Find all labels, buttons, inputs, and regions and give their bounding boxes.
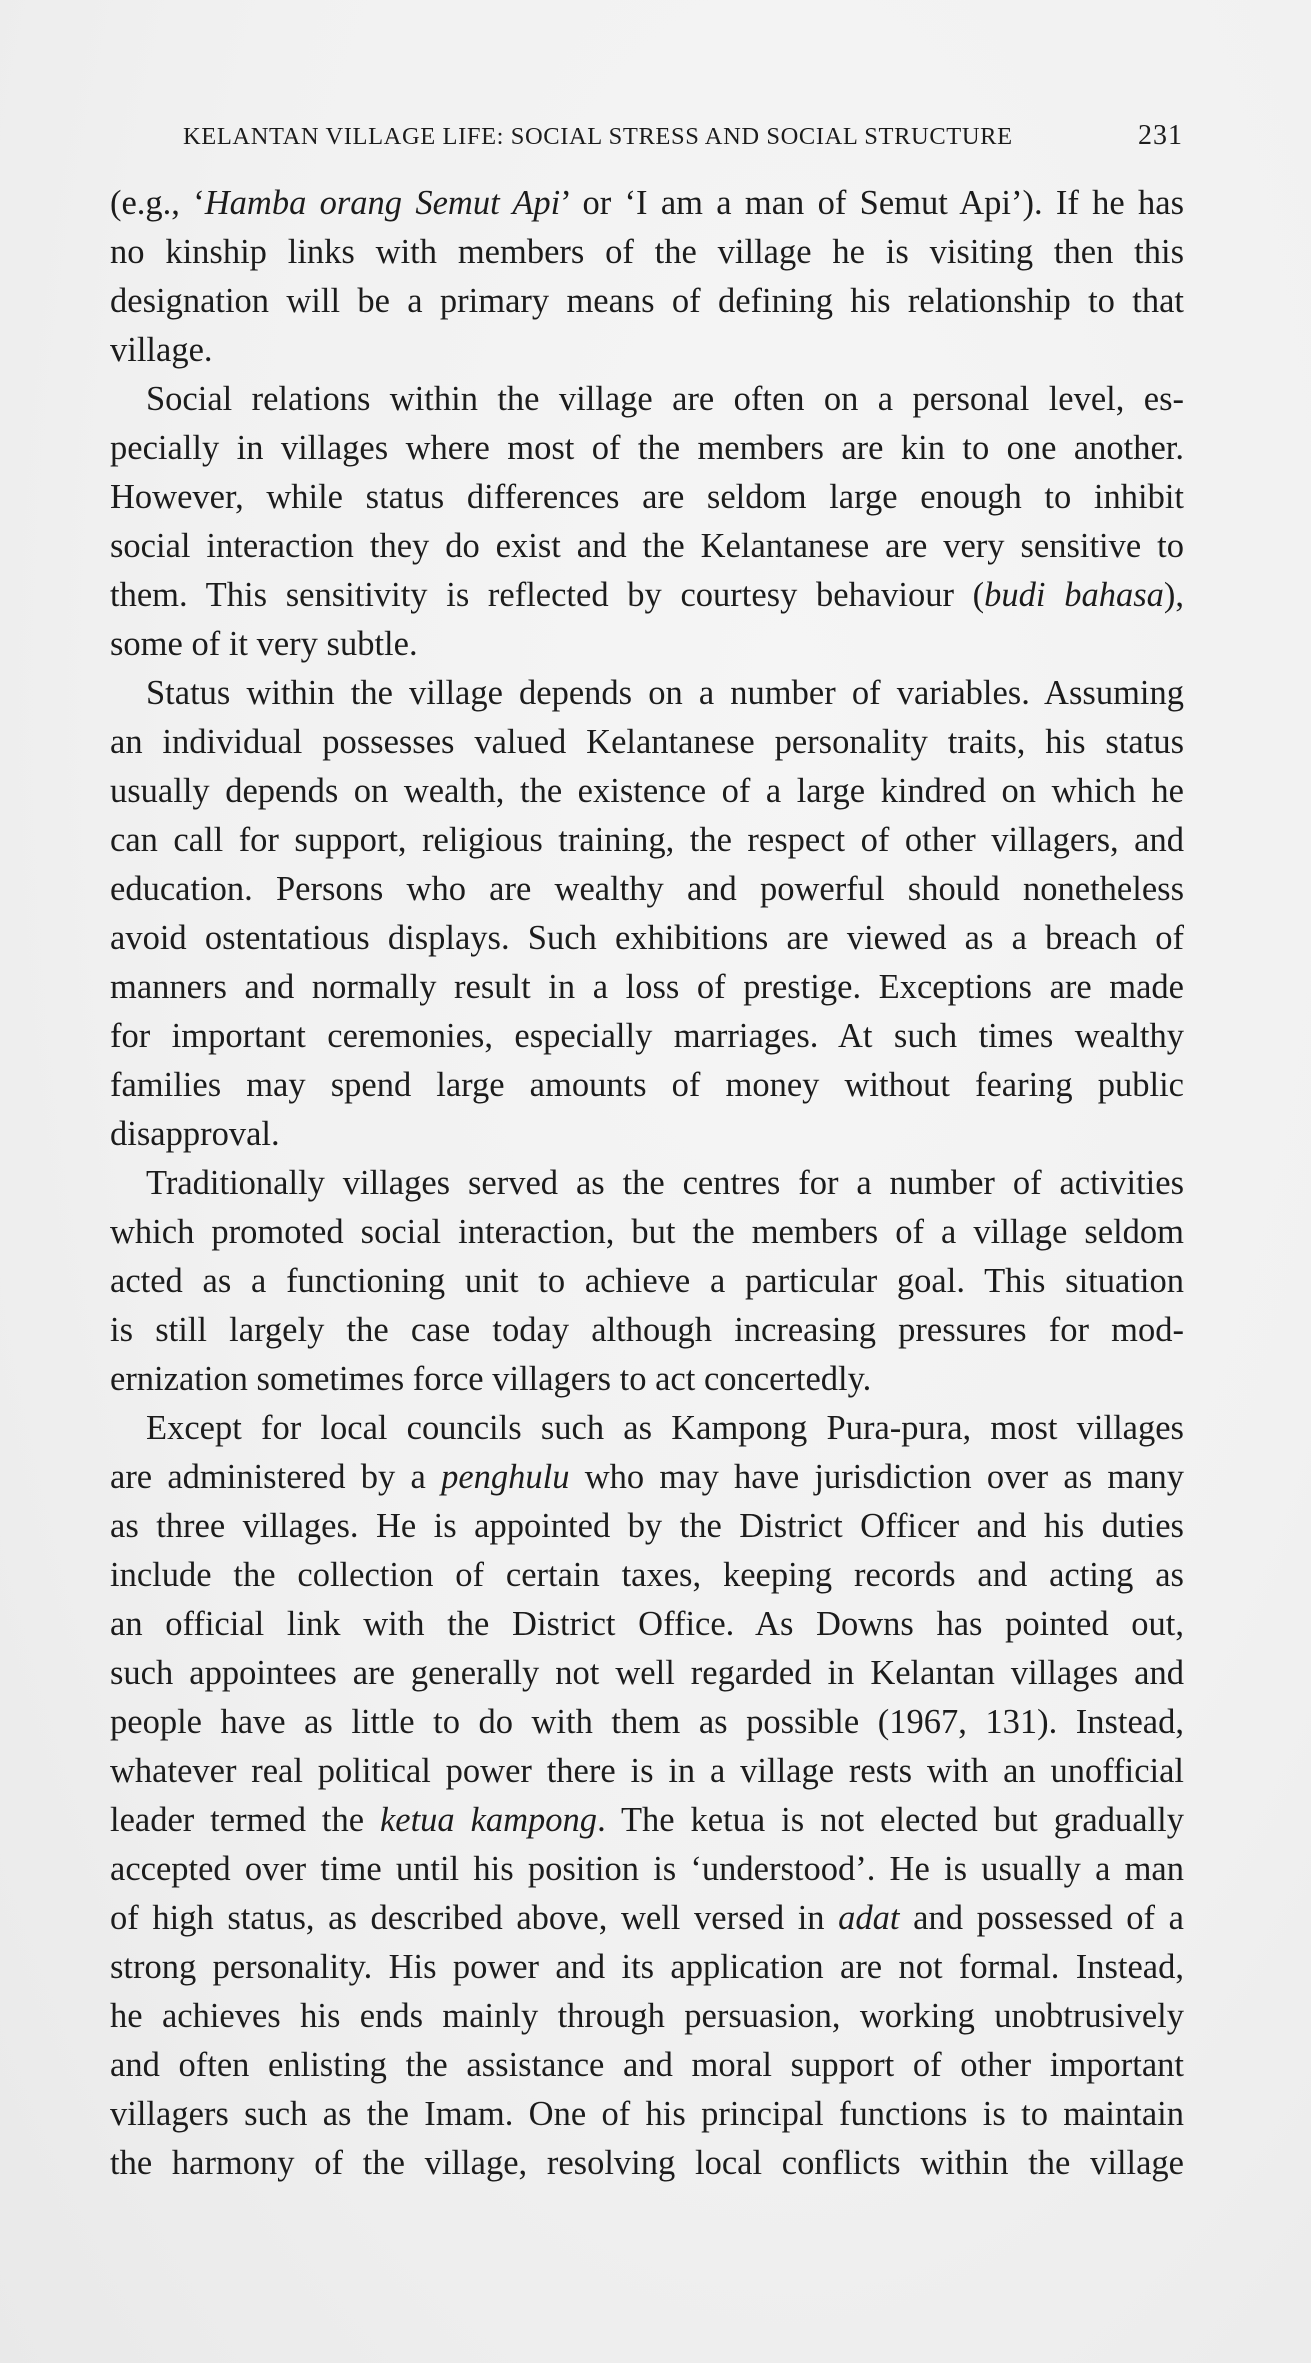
text-line <box>110 1114 1184 1163</box>
text-line <box>110 1408 1184 1457</box>
text-line <box>110 2094 1184 2143</box>
text-line <box>110 1016 1184 1065</box>
text-run: Except for local councils such as Kampong Pura-pura, most villages <box>146 1409 1184 1447</box>
text-run: ’ or ‘I am a man of Semut Api’). If he has <box>560 184 1185 222</box>
text-line <box>110 1947 1184 1996</box>
text-run: for important ceremonies, especially marriages. At such times wealthy <box>110 1017 1184 1055</box>
text-run: disapproval. <box>110 1115 280 1153</box>
text-line <box>110 1310 1184 1359</box>
paragraph <box>110 1163 1184 1408</box>
text-line <box>110 1751 1184 1800</box>
text-run: accepted over time until his position is ‘understood’. He is usually a man <box>110 1850 1184 1888</box>
text-line <box>110 1506 1184 1555</box>
text-run: such appointees are generally not well regarded in Kelantan villages and <box>110 1654 1184 1692</box>
body-text <box>110 183 1184 2192</box>
italic-term: Hamba orang Semut Api <box>204 184 561 222</box>
text-line <box>110 526 1184 575</box>
paragraph <box>110 1408 1184 2192</box>
text-run: acted as a functioning unit to achieve a particular goal. This situation <box>110 1262 1184 1300</box>
text-run: can call for support, religious training, the respect of other villagers, and <box>110 821 1184 859</box>
text-line <box>110 869 1184 918</box>
text-line <box>110 183 1184 232</box>
text-run: Traditionally villages served as the centres for a number of activities <box>146 1164 1184 1202</box>
text-line <box>110 1800 1184 1849</box>
text-run: strong personality. His power and its application are not formal. Instead, <box>110 1948 1184 1986</box>
running-head <box>183 120 1183 152</box>
text-run: village. <box>110 331 213 369</box>
text-run: as three villages. He is appointed by the District Officer and his duties <box>110 1507 1184 1545</box>
text-run: Social relations within the village are often on a personal level, es- <box>146 380 1184 418</box>
text-line <box>110 379 1184 428</box>
text-run: However, while status differences are seldom large enough to inhibit <box>110 478 1184 516</box>
text-line <box>110 1849 1184 1898</box>
text-run: an individual possesses valued Kelantanese personality traits, his status <box>110 723 1184 761</box>
text-run: them. This sensitivity is reflected by courtesy behaviour ( <box>110 576 985 614</box>
text-line <box>110 1898 1184 1947</box>
text-run: families may spend large amounts of money without fearing public <box>110 1066 1184 1104</box>
text-line <box>110 428 1184 477</box>
text-line <box>110 771 1184 820</box>
text-run: some of it very subtle. <box>110 625 418 663</box>
text-line <box>110 281 1184 330</box>
text-line <box>110 673 1184 722</box>
text-line <box>110 1702 1184 1751</box>
text-line <box>110 575 1184 624</box>
text-line <box>110 1653 1184 1702</box>
text-line <box>110 1163 1184 1212</box>
italic-term: penghulu <box>441 1458 570 1496</box>
text-line <box>110 1212 1184 1261</box>
page-number: 231 <box>1138 120 1183 151</box>
text-line <box>110 1555 1184 1604</box>
text-run: people have as little to do with them as possible (1967, 131). Instead, <box>110 1703 1184 1741</box>
text-line <box>110 1996 1184 2045</box>
text-run: include the collection of certain taxes, keeping records and acting as <box>110 1556 1184 1594</box>
paragraph <box>110 183 1184 379</box>
text-run: social interaction they do exist and the Kelantanese are very sensitive to <box>110 527 1184 565</box>
text-line <box>110 1065 1184 1114</box>
text-run: no kinship links with members of the village he is visiting then this <box>110 233 1184 271</box>
text-run: who may have jurisdiction over as many <box>569 1458 1185 1496</box>
text-run: ernization sometimes force villagers to act concertedly. <box>110 1360 872 1398</box>
text-line <box>110 820 1184 869</box>
text-run: designation will be a primary means of defining his relationship to that <box>110 282 1184 320</box>
italic-term: adat <box>838 1899 900 1937</box>
text-line <box>110 232 1184 281</box>
text-line <box>110 477 1184 526</box>
text-run: and possessed of a <box>899 1899 1184 1937</box>
text-line <box>110 2045 1184 2094</box>
text-line <box>110 722 1184 771</box>
text-line <box>110 2143 1184 2192</box>
italic-term: ketua kampong <box>379 1801 598 1839</box>
text-run: pecially in villages where most of the members are kin to one another. <box>110 429 1184 467</box>
text-line <box>110 918 1184 967</box>
text-line <box>110 624 1184 673</box>
text-run: villagers such as the Imam. One of his principal functions is to maintain <box>110 2095 1184 2133</box>
text-run: Status within the village depends on a number of variables. Assuming <box>146 674 1184 712</box>
text-run: and often enlisting the assistance and moral support of other important <box>110 2046 1184 2084</box>
running-head-title: KELANTAN VILLAGE LIFE: SOCIAL STRESS AND SOCIAL STRUCTURE <box>183 123 1013 150</box>
text-run: he achieves his ends mainly through persuasion, working unobtrusively <box>110 1997 1184 2035</box>
text-line <box>110 330 1184 379</box>
text-run: of high status, as described above, well versed in <box>110 1899 839 1937</box>
text-run: leader termed the <box>110 1801 380 1839</box>
text-run: education. Persons who are wealthy and powerful should nonetheless <box>110 870 1184 908</box>
paragraph <box>110 673 1184 1163</box>
text-run: which promoted social interaction, but the members of a village seldom <box>110 1213 1184 1251</box>
text-run: ), <box>1163 576 1184 614</box>
text-line <box>110 1457 1184 1506</box>
text-run: the harmony of the village, resolving local conflicts within the village <box>110 2144 1184 2182</box>
paragraph <box>110 379 1184 673</box>
text-line <box>110 967 1184 1016</box>
text-line <box>110 1604 1184 1653</box>
text-line <box>110 1359 1184 1408</box>
text-run: . The ketua is not elected but gradually <box>597 1801 1184 1839</box>
text-run: usually depends on wealth, the existence of a large kindred on which he <box>110 772 1184 810</box>
text-run: (e.g., ‘ <box>110 184 205 222</box>
text-run: avoid ostentatious displays. Such exhibitions are viewed as a breach of <box>110 919 1184 957</box>
text-run: whatever real political power there is in a village rests with an unofficial <box>110 1752 1184 1790</box>
italic-term: budi bahasa <box>984 576 1164 614</box>
text-run: an official link with the District Office. As Downs has pointed out, <box>110 1605 1184 1643</box>
text-run: are administered by a <box>110 1458 442 1496</box>
text-run: is still largely the case today although increasing pressures for mod- <box>110 1311 1184 1349</box>
text-run: manners and normally result in a loss of prestige. Exceptions are made <box>110 968 1184 1006</box>
text-line <box>110 1261 1184 1310</box>
